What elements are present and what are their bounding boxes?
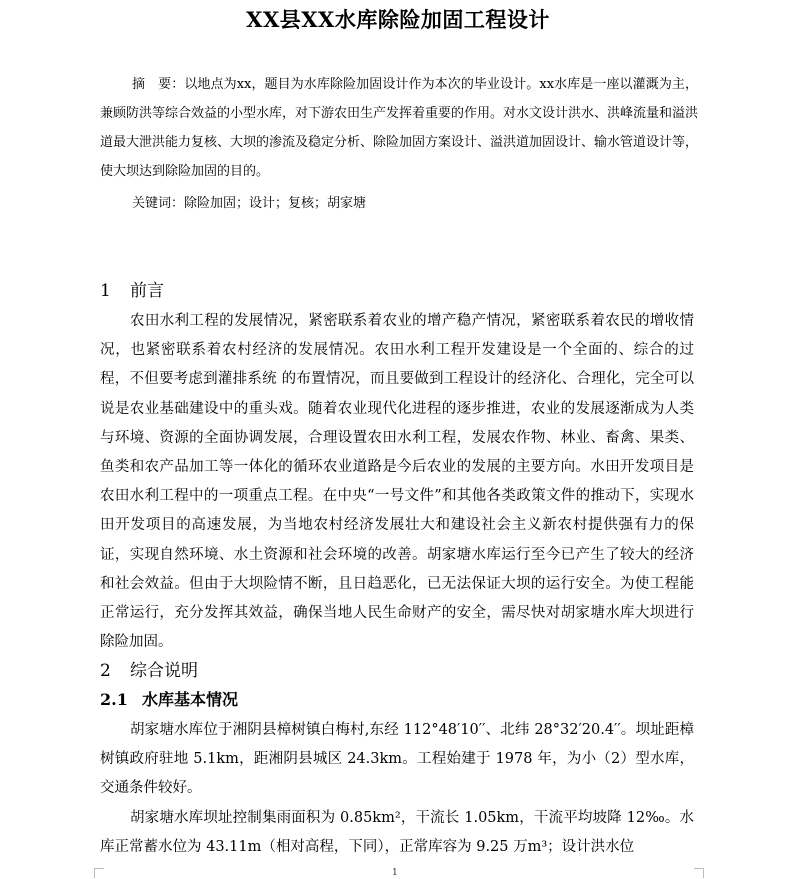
- section-number: 1: [100, 281, 111, 301]
- section-number: 2.1: [100, 690, 128, 709]
- section-1-body: 农田水利工程的发展情况，紧密联系着农业的增产稳产情况，紧密联系着农民的增收情况，也紧密联系着农村经济的发展情况。农田水利工程开发建设是一个全面的、综合的过程，不但要考虑到灌排系统 的布置情况，而且要做到工程设计的经济化、合理化，完全可以说是农业基础建设中的重头戏。随着农业现代化进程的逐步推进，农业的发展逐渐成为人类与环境、资源的全面协调发展，合理设置农田水利工程，发展农作物、林业、畜禽、果类、鱼类和农产品加工等一体化的循环农业道路是今后农业的发展的主要方向。水田开发项目是农田水利工程中的一项重点工程。在中央“一号文件”和其他各类政策文件的推动下，实现水田开发项目的高速发展，为当地农村经济发展壮大和建设社会主义新农村提供强有力的保证，实现自然环境、水土资源和社会环境的改善。胡家塘水库运行至今已产生了较大的经济和社会效益。但由于大坝险情不断，且日趋恶化，已无法保证大坝的运行安全。为使工程能正常运行，充分发挥其效益，确保当地人民生命财产的安全，需尽快对胡家塘水库大坝进行除险加固。: [100, 313, 694, 651]
- section-2-1-heading: [100, 688, 238, 712]
- page-number: 1: [392, 868, 398, 878]
- section-number: 2: [100, 661, 111, 681]
- section-1-heading: [100, 279, 164, 303]
- abstract-paragraph: 摘 要：以地点为xx，题目为水库除险加固设计作为本次的毕业设计。xx水库是一座以灌溉为主，兼顾防洪等综合效益的小型水库，对下游农田生产发挥着重要的作用。对水文设计洪水、洪峰流量和溢洪道最大泄洪能力复核、大坝的渗流及稳定分析、除险加固方案设计、溢洪道加固设计、输水管道设计等，使大坝达到除险加固的目的。: [100, 77, 699, 179]
- section-2-1-paragraph-2: 胡家塘水库坝址控制集雨面积为 0.85km²，干流长 1.05km，干流平均坡降 12‰。水库正常蓄水位为 43.11m（相对高程，下同），正常库容为 9.25 万m³；设计洪水位: [100, 810, 694, 856]
- margin-corner-mark-left: [94, 868, 104, 878]
- section-2-1-paragraph-1: 胡家塘水库位于湘阴县樟树镇白梅村,东经 112°48′10′′、北纬 28°32′20.4′′。坝址距樟树镇政府驻地 5.1km，距湘阴县城区 24.3km。工程始建于 1978 年，为小（2）型水库，交通条件较好。: [100, 722, 694, 797]
- keywords-line: 关键词：除险加固；设计；复核；胡家塘: [132, 196, 367, 211]
- margin-corner-mark-right: [694, 868, 704, 878]
- section-title: 综合说明: [130, 661, 198, 681]
- section-title: 前言: [130, 281, 164, 301]
- document-title: XX县XX水库除险加固工程设计: [246, 7, 550, 32]
- section-2-heading: [100, 659, 198, 683]
- section-title: 水库基本情况: [142, 690, 239, 709]
